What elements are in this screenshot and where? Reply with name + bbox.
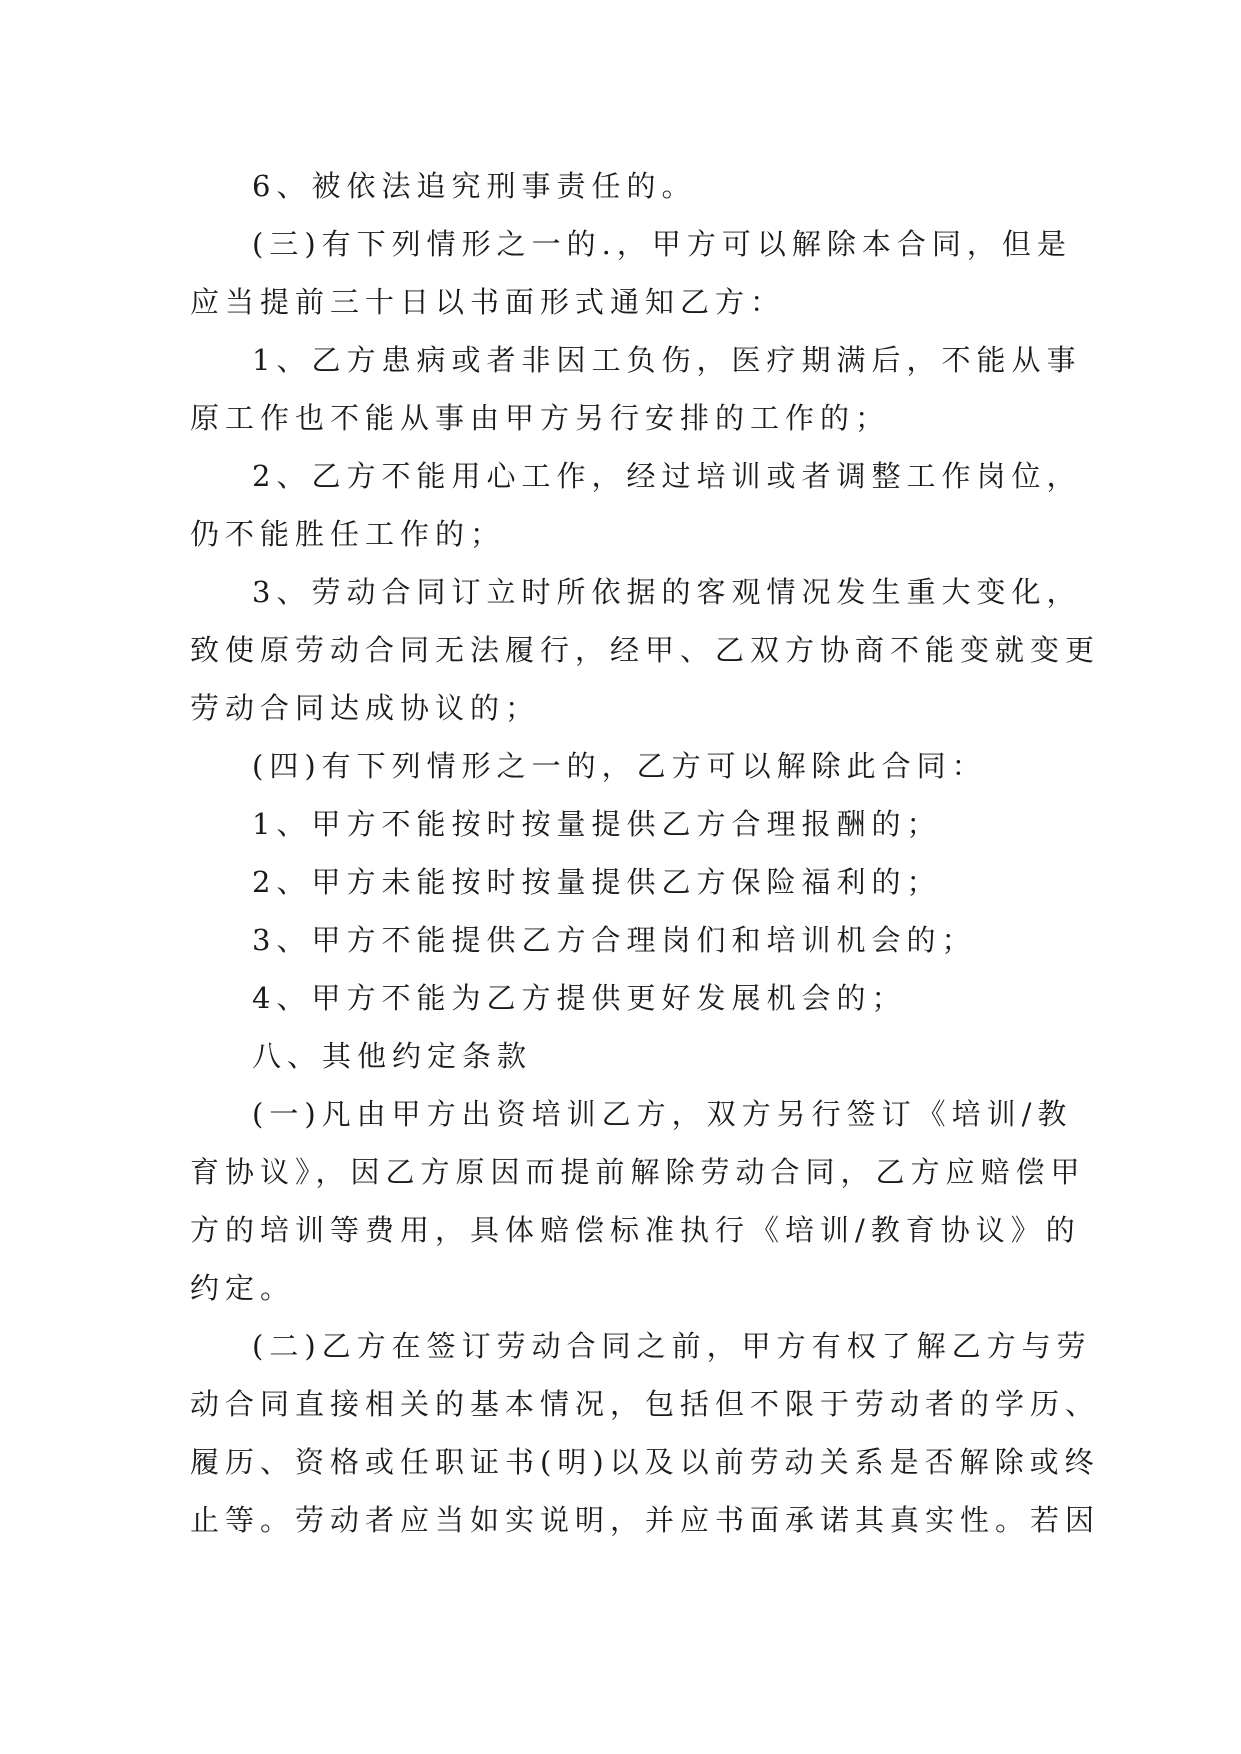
text-line: (一)凡由甲方出资培训乙方，双方另行签订《培训/教 xyxy=(252,1097,1073,1131)
text-line: 3、甲方不能提供乙方合理岗们和培训机会的； xyxy=(252,923,977,957)
text-line: 1、乙方患病或者非因工负伤，医疗期满后，不能从事 xyxy=(252,343,1082,377)
text-line: (二)乙方在签订劳动合同之前，甲方有权了解乙方与劳 xyxy=(252,1329,1092,1363)
text-line: 育协议》，因乙方原因而提前解除劳动合同，乙方应赔偿甲 xyxy=(190,1155,1086,1189)
text-line: 2、乙方不能用心工作，经过培训或者调整工作岗位， xyxy=(252,459,1082,493)
text-line: 动合同直接相关的基本情况，包括但不限于劳动者的学历、 xyxy=(190,1387,1101,1421)
text-line: 应当提前三十日以书面形式通知乙方： xyxy=(190,285,786,319)
text-line: 1、甲方不能按时按量提供乙方合理报酬的； xyxy=(252,807,942,841)
text-line: 约定。 xyxy=(190,1271,296,1305)
text-line: 方的培训等费用，具体赔偿标准执行《培训/教育协议》的 xyxy=(190,1213,1081,1247)
text-line: 致使原劳动合同无法履行，经甲、乙双方协商不能变就变更 xyxy=(190,633,1101,667)
text-line: 6、被依法追究刑事责任的。 xyxy=(252,169,697,203)
text-line: 劳动合同达成协议的； xyxy=(190,691,541,725)
text-line: (三)有下列情形之一的.，甲方可以解除本合同，但是 xyxy=(252,227,1072,261)
text-line: 履历、资格或任职证书(明)以及以前劳动关系是否解除或终 xyxy=(190,1445,1100,1479)
text-line: 止等。劳动者应当如实说明，并应书面承诺其真实性。若因 xyxy=(190,1503,1101,1537)
text-line: 3、劳动合同订立时所依据的客观情况发生重大变化， xyxy=(252,575,1082,609)
text-line: 原工作也不能从事由甲方另行安排的工作的； xyxy=(190,401,891,435)
section-heading: 八、其他约定条款 xyxy=(252,1039,533,1073)
text-line: 仍不能胜任工作的； xyxy=(190,517,506,551)
text-line: 4、甲方不能为乙方提供更好发展机会的； xyxy=(252,981,907,1015)
text-line: (四)有下列情形之一的，乙方可以解除此合同： xyxy=(252,749,987,783)
text-line: 2、甲方未能按时按量提供乙方保险福利的； xyxy=(252,865,942,899)
